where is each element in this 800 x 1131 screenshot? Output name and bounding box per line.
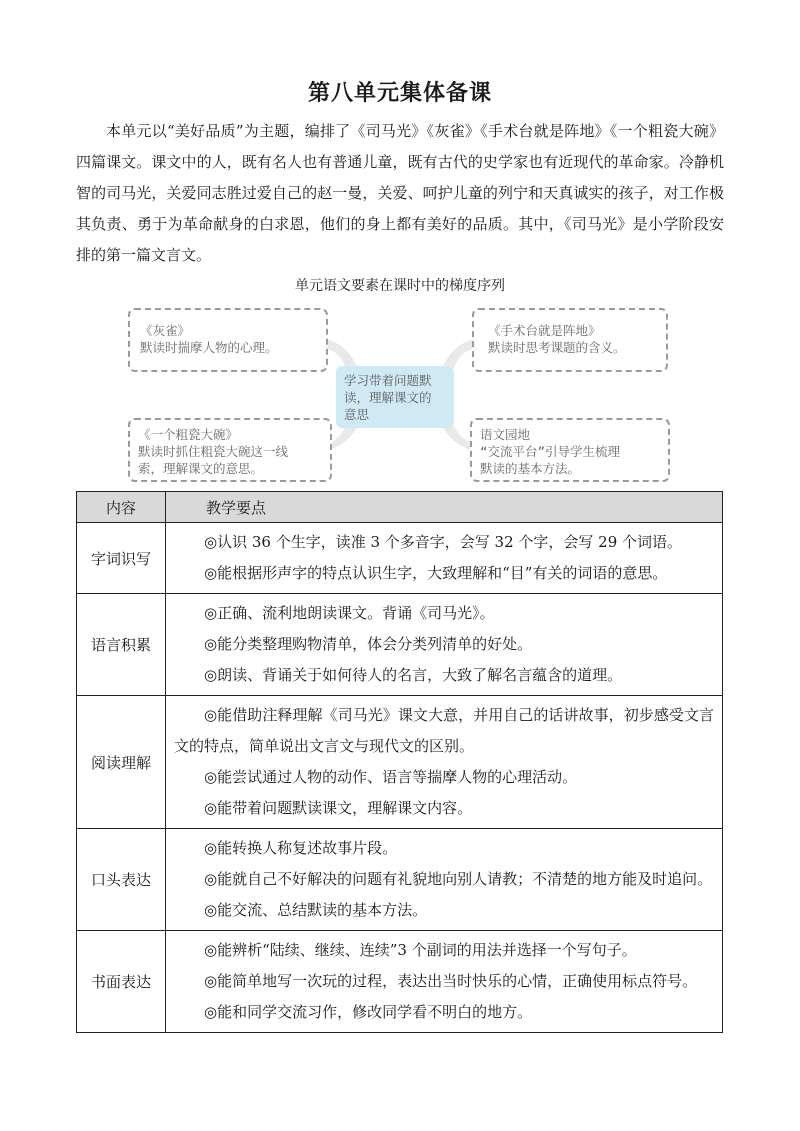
mind-map xyxy=(128,304,672,486)
node-shoushutai-title: 《手术台就是阵地》 xyxy=(488,323,601,338)
row-category: 阅读理解 xyxy=(77,696,166,829)
teaching-point: ◎能借助注释理解《司马光》课文大意，并用自己的话讲故事，初步感受文言文的特点，简单说出文言文与现代文的区别。 xyxy=(174,706,714,755)
teaching-point: ◎能辨析“陆续、继续、连续”3 个副词的用法并选择一个写句子。 xyxy=(204,941,637,959)
teaching-point: ◎能带着问题默读课文，理解课文内容。 xyxy=(204,799,473,817)
node-yuwen-yuandi xyxy=(470,418,670,482)
table-header-row xyxy=(77,492,723,523)
diagram-title: 单元语文要素在课时中的梯度序列 xyxy=(295,278,505,294)
teaching-point: ◎能就自己不好解决的问题有礼貌地向别人请教；不清楚的地方能及时追问。 xyxy=(204,870,713,888)
teaching-point: ◎能根据形声字的特点认识生字，大致理解和“目”有关的词语的意思。 xyxy=(204,564,668,582)
teaching-point: ◎正确、流利地朗读课文。背诵《司马光》。 xyxy=(204,604,495,622)
row-category: 书面表达 xyxy=(77,931,166,1033)
row-points xyxy=(166,594,723,696)
node-huique-text: 默读时揣摩人物的心理。 xyxy=(140,340,278,355)
teaching-points-table xyxy=(76,491,723,1033)
table-row xyxy=(77,696,723,829)
table-row xyxy=(77,523,723,594)
header-teaching-points: 教学要点 xyxy=(166,492,723,523)
teaching-point: ◎朗读、背诵关于如何待人的名言，大致了解名言蕴含的道理。 xyxy=(204,666,623,684)
table-row xyxy=(77,829,723,931)
teaching-point: ◎能和同学交流习作，修改同学看不明白的地方。 xyxy=(204,1003,533,1021)
intro-paragraph: 本单元以“美好品质”为主题，编排了《司马光》《灰雀》《手术台就是阵地》《一个粗瓷大碗》四篇课文。课文中的人，既有名人也有普通儿童，既有古代的史学家也有近现代的革命家。冷静机智的司马光，关爱同志胜过爱自己的赵一曼，关爱、呵护儿童的列宁和天真诚实的孩子，对工作极其负责、勇于为革命献身的白求恩，他们的身上都有美好的品质。其中，《司马光》是小学阶段安排的第一篇文言文。 xyxy=(76,122,724,264)
connector-top-right xyxy=(442,340,476,368)
node-yuwen-yuandi-text-2: 默读的基本方法。 xyxy=(480,461,581,476)
node-huique-title: 《灰雀》 xyxy=(140,323,191,338)
node-huique xyxy=(128,308,328,372)
teaching-point: ◎能交流、总结默读的基本方法。 xyxy=(204,901,428,919)
row-points xyxy=(166,829,723,931)
teaching-point: ◎能转换人称复述故事片段。 xyxy=(204,839,398,857)
central-goal-line-1: 学习带着问题默 xyxy=(344,373,432,388)
teaching-point: ◎能分类整理购物清单，体会分类列清单的好处。 xyxy=(204,635,533,653)
page-title: 第八单元集体备课 xyxy=(307,81,492,106)
central-goal xyxy=(336,366,454,428)
node-cuci-dawan-text-2: 索，理解课文的意思。 xyxy=(138,461,264,476)
central-goal-line-3: 意思 xyxy=(344,407,370,422)
node-yuwen-yuandi-title: 语文园地 xyxy=(480,427,531,442)
teaching-point: ◎能简单地写一次玩的过程，表达出当时快乐的心情，正确使用标点符号。 xyxy=(204,972,698,990)
table-row xyxy=(77,594,723,696)
row-category: 口头表达 xyxy=(77,829,166,931)
row-category: 语言积累 xyxy=(77,594,166,696)
row-points xyxy=(166,523,723,594)
row-points xyxy=(166,696,723,829)
table-row xyxy=(77,931,723,1033)
teaching-point: ◎能尝试通过人物的动作、语言等揣摩人物的心理活动。 xyxy=(204,768,578,786)
node-shoushutai xyxy=(472,308,668,372)
row-category: 字词识写 xyxy=(77,523,166,594)
node-yuwen-yuandi-text-1: “交流平台”引导学生梳理 xyxy=(480,444,621,459)
node-cuci-dawan-title: 《一个粗瓷大碗》 xyxy=(138,427,239,442)
row-points xyxy=(166,931,723,1033)
header-content: 内容 xyxy=(77,492,166,523)
node-shoushutai-text: 默读时思考课题的含义。 xyxy=(488,340,626,355)
connector-top-left xyxy=(324,340,358,368)
node-cuci-dawan xyxy=(128,418,332,482)
node-cuci-dawan-text-1: 默读时抓住粗瓷大碗这一线 xyxy=(138,444,289,459)
teaching-point: ◎认识 36 个生字，读准 3 个多音字，会写 32 个字，会写 29 个词语。 xyxy=(204,533,683,551)
central-goal-line-2: 读，理解课文的 xyxy=(344,390,432,405)
